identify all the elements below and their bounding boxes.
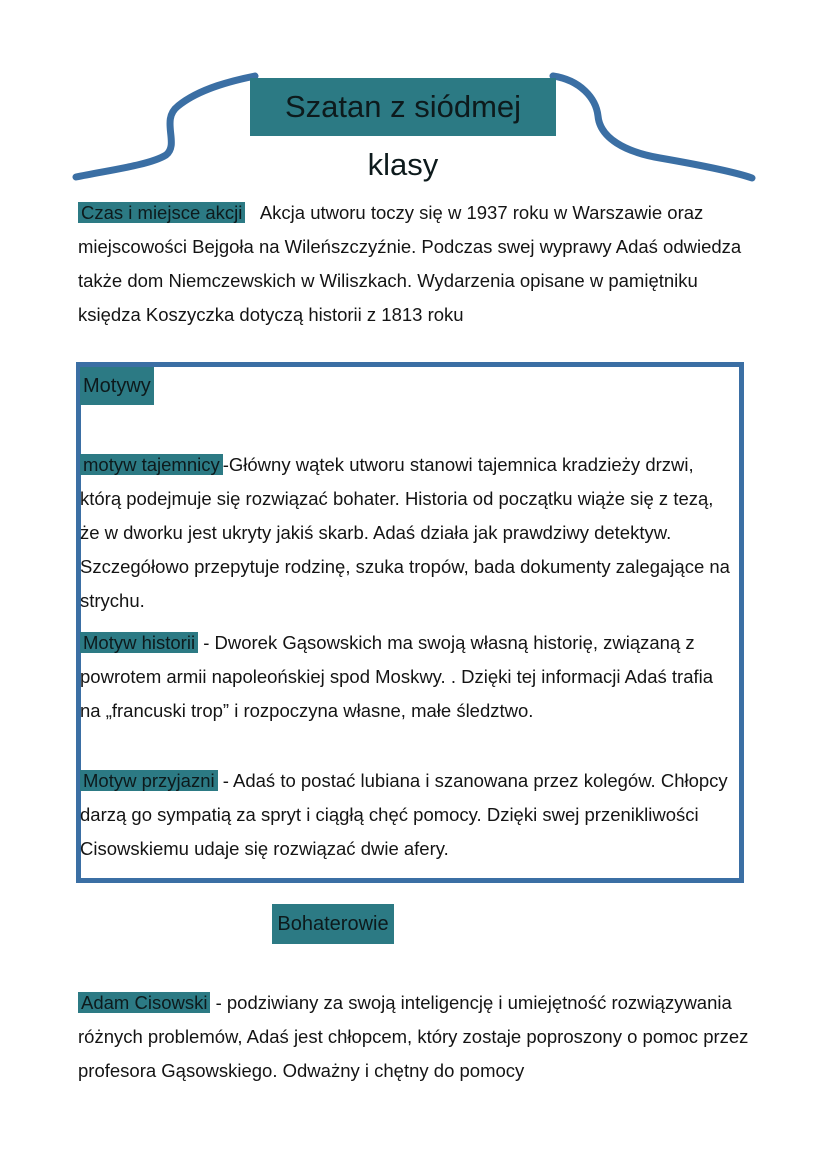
motif-text: -Główny wątek utworu stanowi tajemnica kradzieży drzwi, którą podejmuje się rozwiązać bohater. Historia od początku wiąże się z tezą, że w dworku jest ukryty jakiś skarb. Adaś działa jak prawdziwy detektyw. Szczegółowo przepytuje rodzinę, szuka tropów, bada dokumenty zalegające na strychu. [80, 454, 730, 611]
character-item [78, 986, 758, 1088]
motif-text: - Dworek Gąsowskich ma swoją własną historię, związaną z powrotem armii napoleońskiej spod Moskwy. . Dzięki tej informacji Adaś trafia na „francuski trop” i rozpoczyna własne, małe śledztwo. [80, 632, 714, 721]
time-place-text: Akcja utworu toczy się w 1937 roku w Warszawie oraz miejscowości Bejgoła na Wileńszczyźnie. Podczas swej wyprawy Adaś odwiedza także dom Niemczewskich w Wiliszkach. Wydarzenia opisane w pamiętniku księdza Koszyczka dotyczą historii z 1813 roku [78, 202, 742, 325]
character-text: - podziwiany za swoją inteligencję i umiejętność rozwiązywania różnych problemów, Adaś jest chłopcem, który zostaje poproszony o pomoc przez profesora Gąsowskiego. Odważny i chętny do pomocy [78, 992, 749, 1081]
motif-label: Motyw historii [80, 632, 198, 653]
motif-item [80, 764, 735, 866]
motifs-heading: Motywy [80, 367, 154, 405]
character-label: Adam Cisowski [78, 992, 210, 1013]
time-place-label: Czas i miejsce akcji [78, 202, 245, 223]
motif-item [80, 448, 735, 618]
page-title: Szatan z siódmej klasy [250, 78, 556, 136]
characters-heading: Bohaterowie [272, 904, 394, 944]
time-place-paragraph [78, 196, 758, 332]
motif-text: - Adaś to postać lubiana i szanowana przez kolegów. Chłopcy darzą go sympatią za spryt i ciągłą chęć pomocy. Dzięki swej przenikliwości Cisowskiemu udaje się rozwiązać dwie afery. [80, 770, 728, 859]
motif-label: Motyw przyjazni [80, 770, 218, 791]
motif-item [80, 626, 735, 728]
motif-label: motyw tajemnicy [80, 454, 223, 475]
